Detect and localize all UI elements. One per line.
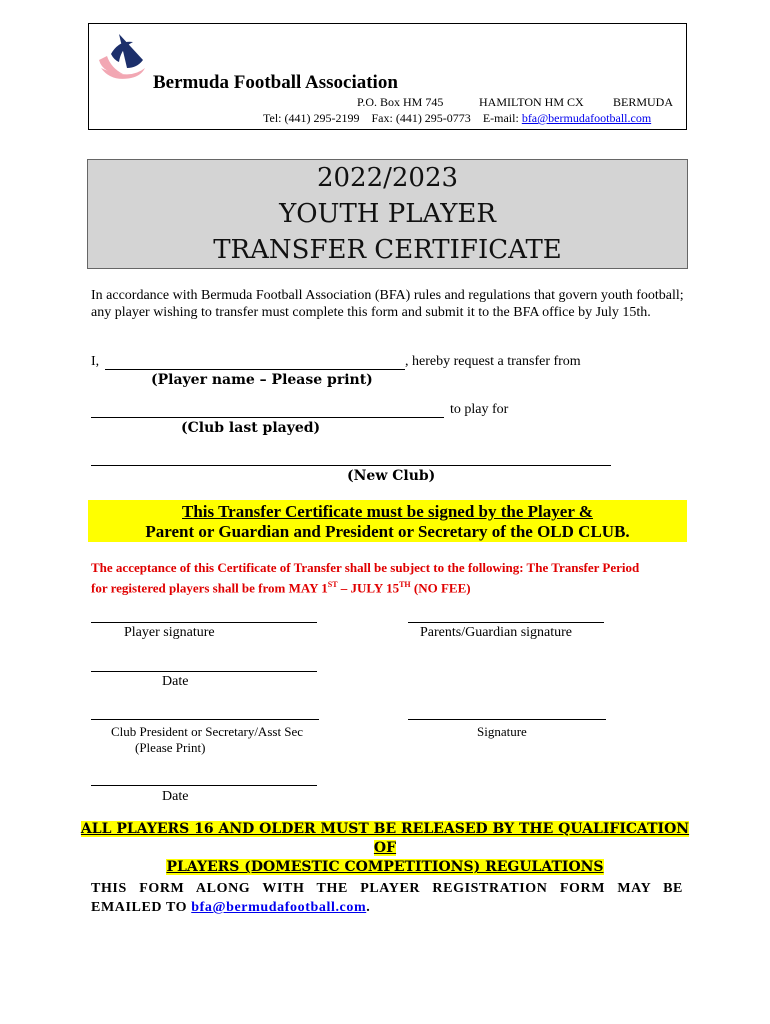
signature-label: Signature bbox=[477, 724, 527, 739]
city: HAMILTON HM CX bbox=[479, 95, 584, 109]
player-signature-field[interactable] bbox=[91, 622, 317, 623]
title-box bbox=[87, 159, 688, 269]
player-signature-label: Player signature bbox=[124, 625, 215, 640]
footer-note bbox=[91, 879, 683, 917]
contact-line bbox=[263, 111, 651, 126]
club-official-field[interactable] bbox=[91, 719, 319, 720]
po-box: P.O. Box HM 745 bbox=[357, 95, 444, 109]
date-label-2: Date bbox=[162, 789, 189, 804]
transfer-period-end: (NO FEE) bbox=[410, 580, 471, 596]
release-notice bbox=[80, 820, 690, 877]
transfer-period-mid: – JULY 15 bbox=[337, 580, 400, 596]
letterhead bbox=[88, 23, 687, 130]
address-line bbox=[357, 95, 673, 110]
date-label-1: Date bbox=[162, 674, 189, 689]
date-field-1[interactable] bbox=[91, 671, 317, 672]
old-club-caption: (Club last played) bbox=[181, 420, 321, 436]
title-year: 2022/2023 bbox=[316, 163, 459, 193]
footer-email-link[interactable]: bfa@bermudafootball.com bbox=[191, 900, 367, 915]
release-line-2: PLAYERS (DOMESTIC COMPETITIONS) REGULATIONS bbox=[166, 859, 604, 875]
header-email-link[interactable]: bfa@bermudafootball.com bbox=[521, 111, 652, 125]
parent-signature-field[interactable] bbox=[408, 622, 604, 623]
org-name: Bermuda Football Association bbox=[153, 72, 398, 93]
email-label: E-mail: bbox=[482, 111, 519, 125]
release-line-1: ALL PLAYERS 16 AND OLDER MUST BE RELEASED BY THE QUALIFICATION OF bbox=[80, 821, 690, 856]
intro-paragraph: In accordance with Bermuda Football Association (BFA) rules and regulations that govern youth football; any player wishing to transfer must complete this form and submit it to the BFA office by July 15th. bbox=[91, 288, 684, 320]
signature-requirement-notice bbox=[88, 500, 687, 542]
club-official-label: Club President or Secretary/Asst Sec bbox=[111, 724, 304, 739]
request-prefix: I, bbox=[91, 354, 100, 369]
footer-end: . bbox=[366, 900, 371, 915]
country: BERMUDA bbox=[613, 95, 674, 109]
old-club-field[interactable] bbox=[91, 417, 444, 418]
new-club-caption: (New Club) bbox=[347, 468, 436, 484]
date-field-2[interactable] bbox=[91, 785, 317, 786]
player-name-field[interactable] bbox=[105, 369, 405, 370]
sup-st: ST bbox=[327, 580, 338, 589]
notice-line-2: Parent or Guardian and President or Secretary of the OLD CLUB. bbox=[145, 522, 630, 541]
notice-line-1: This Transfer Certificate must be signed by the Player & bbox=[182, 502, 593, 521]
telephone: Tel: (441) 295-2199 bbox=[263, 111, 360, 125]
transfer-period-notice bbox=[91, 559, 651, 596]
parent-signature-label: Parents/Guardian signature bbox=[420, 625, 573, 640]
title-line-2: YOUTH PLAYER bbox=[279, 199, 496, 229]
sup-th: TH bbox=[399, 580, 411, 589]
please-print-label: (Please Print) bbox=[135, 740, 206, 755]
footer-text: THIS FORM ALONG WITH THE PLAYER REGISTRATION FORM MAY BE EMAILED TO bbox=[91, 881, 683, 915]
title-line-3: TRANSFER CERTIFICATE bbox=[213, 235, 562, 265]
bfa-logo bbox=[97, 30, 147, 86]
fax: Fax: (441) 295-0773 bbox=[371, 111, 471, 125]
request-suffix: , hereby request a transfer from bbox=[405, 354, 581, 369]
player-name-caption: (Player name – Please print) bbox=[151, 372, 373, 388]
official-signature-field[interactable] bbox=[408, 719, 606, 720]
transfer-period-text: The acceptance of this Certificate of Transfer shall be subject to the following: The Transfer Period for registered players shall be from MAY 1 bbox=[91, 560, 640, 596]
play-for-label: to play for bbox=[450, 402, 509, 417]
new-club-field[interactable] bbox=[91, 465, 611, 466]
